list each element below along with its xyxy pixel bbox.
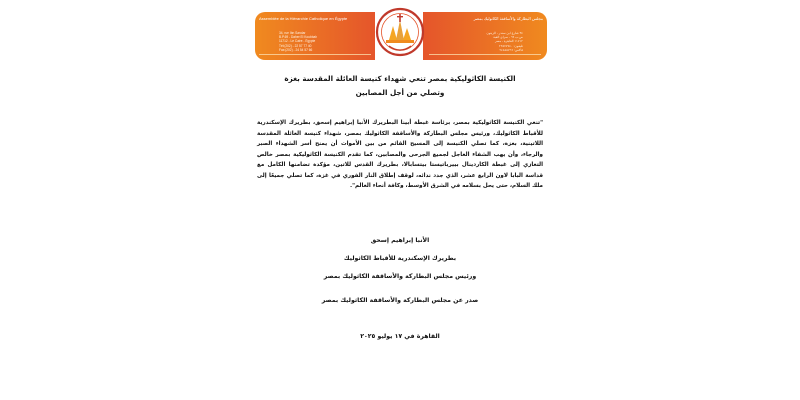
signatory-title-1: بطريرك الإسكندرية للأقباط الكاثوليك bbox=[343, 255, 457, 262]
address-fr-line: 11712 - Le Caire - Égypte bbox=[279, 39, 316, 44]
address-ar-line: فاكس: ٢٤٥٤٥٧٦٦ bbox=[499, 47, 523, 52]
address-ar bbox=[473, 31, 523, 52]
date-line: القاهرة في ١٧ يوليو ٢٠٢٥ bbox=[360, 333, 440, 340]
church-emblem-logo bbox=[375, 4, 425, 66]
address-fr bbox=[279, 31, 317, 52]
address-ar-line: ٣٤ شارع ابن سندر - الزيتون bbox=[486, 31, 523, 35]
document-page bbox=[235, 0, 565, 400]
statement-title bbox=[245, 72, 555, 100]
signature-block bbox=[245, 232, 555, 286]
address-fr-line: 34, rue Ibn Sandar bbox=[279, 31, 306, 35]
address-fr-line: B.P.69 - Daher El Koubbah bbox=[279, 35, 318, 40]
statement-body: "تنعي الكنيسة الكاثوليكية بمصر، برئاسة غبطة أبينا البطريرك الأنبا إبراهيم إسحق، بطريرك الإسكندرية للأقباط الكاثوليك، ورئيس مجلس البطاركة والأساقفة الكاثوليك بمصر، شهداء كنيسة العائلة المقدسة اللاتينية، بغزة، كما تصلي الكنيسة إلى المسيح القائم من بين الأموات أن يمنح أسر الشهداء الصبر والرجاء، وأن يهب الشفاء العاجل لجميع الجرحى والمصابين، كما تقدم الكنيسة الكاثوليكية بمصر خالص التعازي إلى غبطة الكاردينال بييرباتيستا بيتسابالا، بطريرك القدس للاتين، مؤكدة تضامنها الكامل مع قداسة البابا لاون الرابع عشر، الذي جدد ندائه، لوقف إطلاق النار الفوري في غزة، كما تصلي جميعًا إلى ملك السلام، حتى يحل بسلامه في الشرق الأوسط، وكافة أنحاء العالم". bbox=[257, 120, 543, 189]
title-line-2: وتصلي من أجل المصابين bbox=[355, 88, 445, 97]
address-ar-line: تليفون: ٢٢٥٧٧٧٤٠ bbox=[499, 43, 523, 48]
org-name-ar: مجلس البطاركة والأساقفة الكاثوليك بمصر bbox=[473, 16, 543, 21]
issued-by-line: صدر عن مجلس البطاركة والأساقفة الكاثوليك بمصر bbox=[321, 297, 479, 304]
org-name-fr: Assemblée de la Hiérarchie Catholique en Égypte bbox=[259, 16, 348, 21]
address-fr-line: Tél:(202) - 22 57 77 40 bbox=[279, 43, 312, 48]
address-fr-line: Fax:(202) - 24 54 57 66 bbox=[279, 47, 313, 52]
address-ar-line: ١١٧١٢ القاهرة - مصر bbox=[494, 39, 523, 44]
letterhead-rule-right bbox=[429, 52, 541, 55]
address-ar-line: ص.ب ٦٩ - سراي القبة bbox=[493, 35, 523, 40]
signatory-name: الأنبا إبراهيم إسحق bbox=[370, 237, 430, 244]
signatory-title-2: ورئيس مجلس البطاركة والأساقفة الكاثوليك بمصر bbox=[323, 273, 477, 280]
title-line-1: الكنيسة الكاثوليكية بمصر تنعي شهداء كنيسة العائلة المقدسة بغزة bbox=[284, 74, 516, 83]
letterhead-rule-left bbox=[259, 52, 371, 55]
